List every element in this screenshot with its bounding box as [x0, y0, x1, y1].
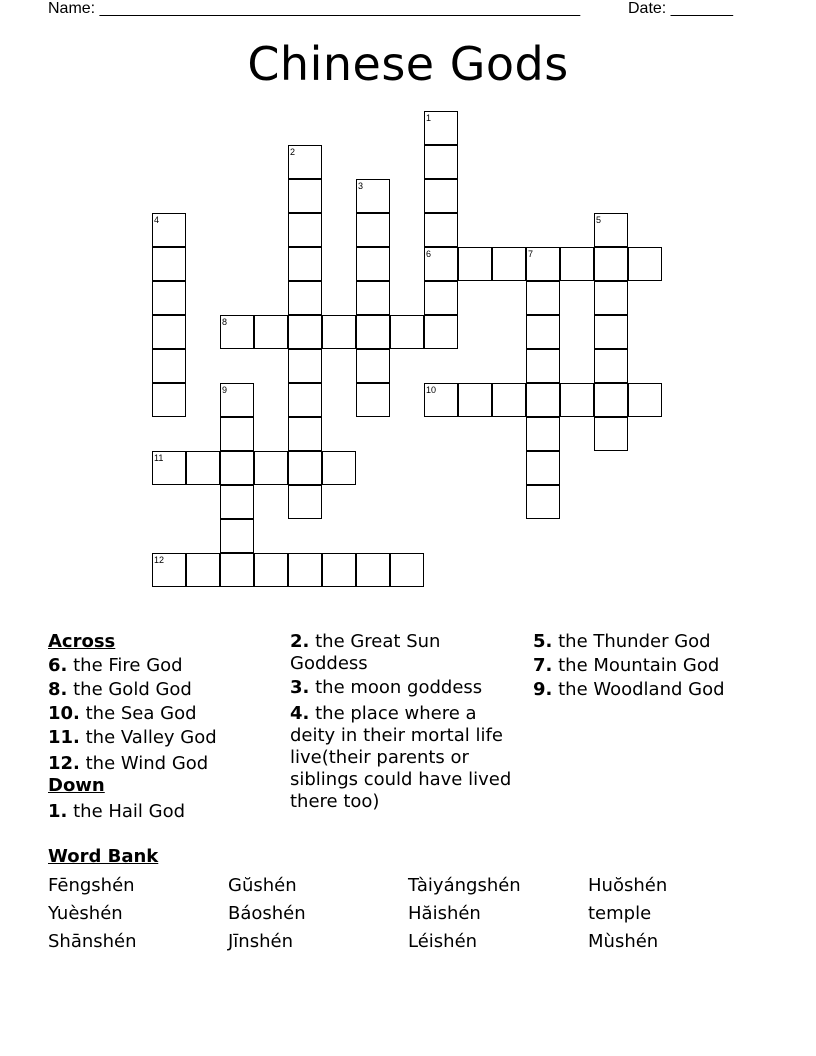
- crossword-cell[interactable]: [424, 179, 458, 213]
- crossword-cell[interactable]: [526, 417, 560, 451]
- clue-down-7: 7. the Mountain God: [533, 655, 720, 676]
- clue-down-1: 1. the Hail God: [48, 801, 186, 822]
- crossword-cell[interactable]: [356, 383, 390, 417]
- date-field-label: Date: _______: [628, 0, 733, 17]
- clues-column-2: [290, 631, 520, 813]
- clue-number-label: 11: [154, 453, 164, 463]
- crossword-cell[interactable]: [356, 315, 390, 349]
- clue-number-label: 4: [154, 215, 160, 225]
- crossword-cell[interactable]: [594, 383, 628, 417]
- crossword-cell[interactable]: [254, 553, 288, 587]
- crossword-cell[interactable]: [390, 553, 424, 587]
- crossword-cell[interactable]: [424, 213, 458, 247]
- crossword-cell[interactable]: [220, 519, 254, 553]
- crossword-cell[interactable]: [492, 247, 526, 281]
- crossword-cell[interactable]: [526, 383, 560, 417]
- crossword-cell[interactable]: [322, 315, 356, 349]
- crossword-cell[interactable]: [220, 485, 254, 519]
- crossword-cell[interactable]: [152, 247, 186, 281]
- word-bank-item: Gŭshén: [228, 875, 297, 896]
- crossword-cell[interactable]: [152, 315, 186, 349]
- clue-down-5: 5. the Thunder God: [533, 631, 711, 652]
- word-bank-item: Mùshén: [588, 931, 659, 952]
- down-heading: Down: [48, 775, 105, 796]
- crossword-cell[interactable]: [288, 485, 322, 519]
- clue-number-label: 12: [154, 555, 165, 565]
- crossword-cell[interactable]: [594, 247, 628, 281]
- crossword-cell[interactable]: [356, 349, 390, 383]
- clue-down-3: 3. the moon goddess: [290, 677, 483, 698]
- clue-number-label: 8: [222, 317, 228, 327]
- crossword-cell[interactable]: [288, 247, 322, 281]
- crossword-cell[interactable]: [322, 451, 356, 485]
- crossword-cell[interactable]: [356, 247, 390, 281]
- word-bank-item: temple: [588, 903, 652, 924]
- crossword-cell[interactable]: [152, 281, 186, 315]
- crossword-cell[interactable]: [526, 349, 560, 383]
- word-bank-item: Huŏshén: [588, 875, 668, 896]
- crossword-cell[interactable]: [288, 349, 322, 383]
- crossword-cell[interactable]: [390, 315, 424, 349]
- word-bank-item: Shānshén: [48, 931, 137, 952]
- crossword-cell[interactable]: [186, 553, 220, 587]
- crossword-cell[interactable]: [254, 315, 288, 349]
- word-bank-item: Jīnshén: [228, 931, 293, 952]
- crossword-cell[interactable]: [492, 383, 526, 417]
- crossword-cell[interactable]: [424, 145, 458, 179]
- word-bank-item: Tàiyángshén: [408, 875, 521, 896]
- clue-number-label: 5: [596, 215, 602, 225]
- clue-number-label: 3: [358, 181, 364, 191]
- crossword-cell[interactable]: [288, 315, 322, 349]
- crossword-cell[interactable]: [594, 281, 628, 315]
- crossword-cell[interactable]: [288, 451, 322, 485]
- crossword-cell[interactable]: [152, 383, 186, 417]
- clue-number-label: 10: [426, 385, 437, 395]
- clue-down-9: 9. the Woodland God: [533, 679, 725, 700]
- crossword-cell[interactable]: [152, 349, 186, 383]
- clue-across-6: 6. the Fire God: [48, 655, 183, 676]
- clue-down-4: 4. the place where a deity in their mortal life live(their parents or siblings could have lived there too): [290, 703, 512, 812]
- crossword-cell[interactable]: [424, 281, 458, 315]
- crossword-cell[interactable]: [594, 417, 628, 451]
- crossword-cell[interactable]: [628, 247, 662, 281]
- word-bank-item: Yuèshén: [48, 903, 123, 924]
- crossword-cell[interactable]: [526, 451, 560, 485]
- crossword-cell[interactable]: [628, 383, 662, 417]
- crossword-cell[interactable]: [526, 485, 560, 519]
- across-heading: Across: [48, 631, 116, 652]
- clue-across-8: 8. the Gold God: [48, 679, 192, 700]
- word-bank-item: Léishén: [408, 931, 478, 952]
- crossword-cell[interactable]: [560, 247, 594, 281]
- word-bank-item: Báoshén: [228, 903, 306, 924]
- word-bank-item: Hăishén: [408, 903, 481, 924]
- crossword-cell[interactable]: [220, 451, 254, 485]
- crossword-cell[interactable]: [458, 247, 492, 281]
- crossword-cell[interactable]: [288, 281, 322, 315]
- crossword-cell[interactable]: [356, 281, 390, 315]
- crossword-cell[interactable]: [288, 417, 322, 451]
- crossword-cell[interactable]: [356, 213, 390, 247]
- clue-number-label: 9: [222, 385, 228, 395]
- clue-number-label: 2: [290, 147, 296, 157]
- crossword-cell[interactable]: [424, 315, 458, 349]
- clues-column-1: [48, 631, 278, 823]
- crossword-cell[interactable]: [288, 383, 322, 417]
- crossword-cell[interactable]: [322, 553, 356, 587]
- crossword-cell[interactable]: [594, 349, 628, 383]
- word-bank-item: Fēngshén: [48, 875, 135, 896]
- clue-number-label: 7: [528, 249, 534, 259]
- crossword-cell[interactable]: [560, 383, 594, 417]
- crossword-cell[interactable]: [288, 213, 322, 247]
- crossword-cell[interactable]: [288, 553, 322, 587]
- clue-across-12: 12. the Wind God: [48, 753, 209, 774]
- clue-number-label: 1: [426, 113, 432, 123]
- clue-across-10: 10. the Sea God: [48, 703, 197, 724]
- crossword-cell[interactable]: [526, 315, 560, 349]
- crossword-cell[interactable]: [220, 417, 254, 451]
- crossword-cell[interactable]: [220, 553, 254, 587]
- crossword-cell[interactable]: [288, 179, 322, 213]
- page-title: Chinese Gods: [247, 37, 569, 91]
- crossword-cell[interactable]: [356, 553, 390, 587]
- name-field-label: Name: ______________________________________________________: [48, 0, 581, 17]
- crossword-cell[interactable]: [186, 451, 220, 485]
- clues-column-3: [533, 631, 793, 701]
- clue-across-11: 11. the Valley God: [48, 727, 217, 748]
- word-bank-heading: Word Bank: [48, 846, 159, 867]
- clue-number-label: 6: [426, 249, 432, 259]
- crossword-cell[interactable]: [254, 451, 288, 485]
- crossword-cell[interactable]: [458, 383, 492, 417]
- crossword-cell[interactable]: [594, 315, 628, 349]
- crossword-cell[interactable]: [526, 281, 560, 315]
- clue-down-2: 2. the Great Sun Goddess: [290, 631, 441, 674]
